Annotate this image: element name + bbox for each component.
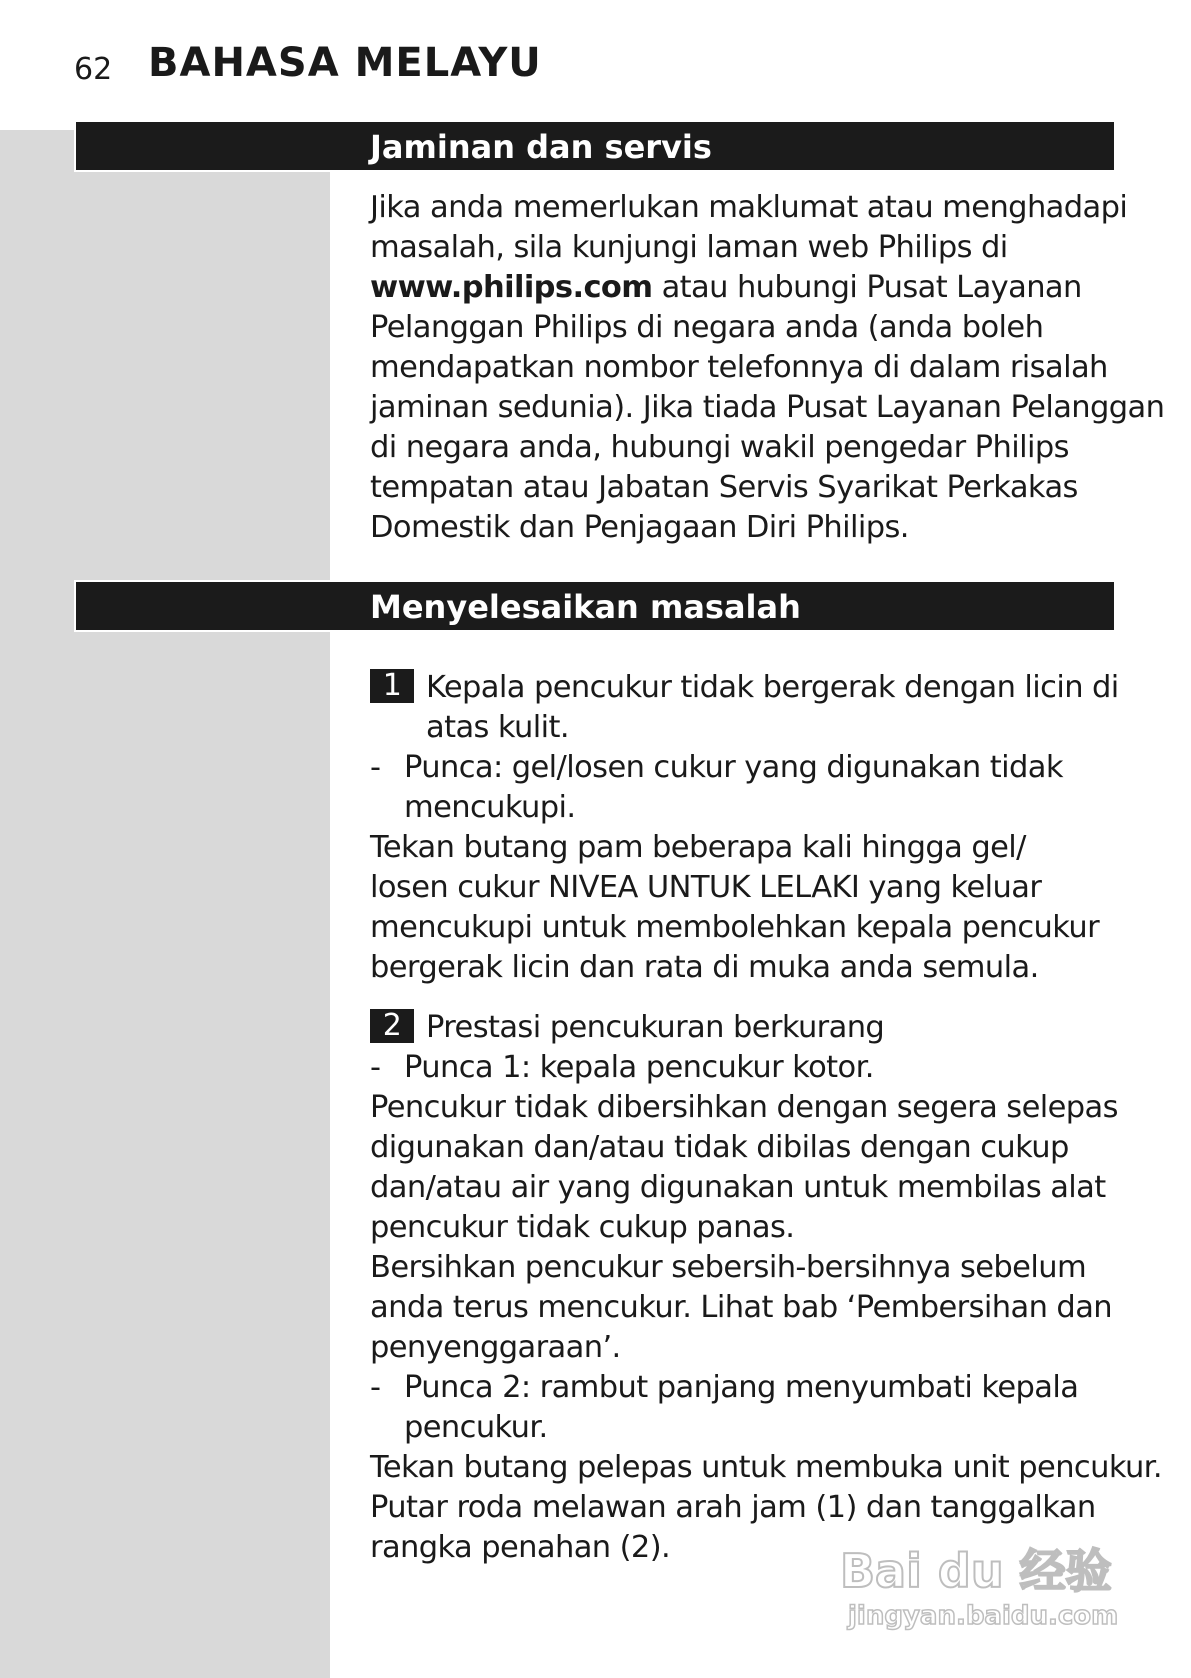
step-2-title-line [370, 1008, 1130, 1048]
warranty-line [370, 268, 1130, 308]
step-1-title: Kepala pencukur tidak bergerak dengan licin di [426, 670, 1119, 705]
step-number-badge: 1 [370, 669, 414, 703]
warranty-line: di negara anda, hubungi wakil pengedar Philips [370, 430, 1069, 465]
section-bar-warranty [74, 120, 1116, 172]
warranty-body [370, 188, 1165, 548]
philips-website-link[interactable]: www.philips.com [370, 270, 653, 305]
step-1-body-line: bergerak licin dan rata di muka anda semula. [370, 950, 1039, 985]
step-2-body-line: digunakan dan/atau tidak dibilas dengan cukup [370, 1130, 1069, 1165]
step-2-bullet-1-text: Punca 1: kepala pencukur kotor. [404, 1050, 874, 1085]
section-title-warranty: Jaminan dan servis [370, 128, 712, 166]
step-2-bullet-2-cont: pencukur. [404, 1410, 548, 1445]
step-number-badge: 2 [370, 1009, 414, 1043]
step-1-body-line: losen cukur NIVEA UNTUK LELAKI yang keluar [370, 870, 1042, 905]
step-1-body-line: Tekan butang pam beberapa kali hingga gel/ [370, 830, 1026, 865]
dash-marker: - [370, 1370, 381, 1405]
warranty-line: Domestik dan Penjagaan Diri Philips. [370, 510, 909, 545]
step-2-body-line: Bersihkan pencukur sebersih-bersihnya sebelum [370, 1250, 1087, 1285]
step-2-body-line: rangka penahan (2). [370, 1530, 671, 1565]
step-1 [370, 668, 1130, 988]
step-1-bullet-text: Punca: gel/losen cukur yang digunakan tidak [404, 750, 1063, 785]
warranty-line: tempatan atau Jabatan Servis Syarikat Perkakas [370, 470, 1078, 505]
step-1-body-line: mencukupi untuk membolehkan kepala pencukur [370, 910, 1100, 945]
step-2-body-line: anda terus mencukur. Lihat bab ‘Pembersihan dan [370, 1290, 1113, 1325]
step-2-body-line: penyenggaraan’. [370, 1330, 621, 1365]
step-2-body-line: Tekan butang pelepas untuk membuka unit pencukur. [370, 1450, 1162, 1485]
step-1-title-cont: atas kulit. [426, 710, 569, 745]
step-2-body-line: dan/atau air yang digunakan untuk membilas alat [370, 1170, 1106, 1205]
step-2-bullet-1 [370, 1048, 1130, 1088]
page-number: 62 [74, 52, 113, 87]
section-title-troubleshooting: Menyelesaikan masalah [370, 588, 801, 626]
page-section-title: BAHASA MELAYU [148, 40, 542, 86]
watermark-url: jingyan.baidu.com [848, 1601, 1119, 1631]
dash-marker: - [370, 750, 381, 785]
watermark-logo-text: Bai du 经验 [840, 1544, 1112, 1598]
step-2-body-line: Putar roda melawan arah jam (1) dan tanggalkan [370, 1490, 1096, 1525]
step-1-title-line [370, 668, 1130, 708]
step-2-body-line: pencukur tidak cukup panas. [370, 1210, 795, 1245]
warranty-line: Pelanggan Philips di negara anda (anda boleh [370, 310, 1044, 345]
warranty-line-rest: atau hubungi Pusat Layanan [661, 270, 1082, 305]
step-2-title: Prestasi pencukuran berkurang [426, 1010, 885, 1045]
step-1-bullet [370, 748, 1130, 788]
warranty-line: masalah, sila kunjungi laman web Philips di [370, 230, 1008, 265]
step-2-body-line: Pencukur tidak dibersihkan dengan segera selepas [370, 1090, 1118, 1125]
baidu-watermark [840, 1535, 1130, 1650]
section-bar-troubleshooting [74, 580, 1116, 632]
left-sidebar-band [0, 130, 330, 1678]
warranty-line: mendapatkan nombor telefonnya di dalam risalah [370, 350, 1108, 385]
step-2 [370, 1008, 1162, 1568]
warranty-line: Jika anda memerlukan maklumat atau menghadapi [370, 190, 1128, 225]
step-1-bullet-cont: mencukupi. [404, 790, 576, 825]
step-2-bullet-2 [370, 1368, 1130, 1408]
warranty-line: jaminan sedunia). Jika tiada Pusat Layanan Pelanggan [370, 390, 1165, 425]
step-2-bullet-2-text: Punca 2: rambut panjang menyumbati kepala [404, 1370, 1079, 1405]
dash-marker: - [370, 1050, 381, 1085]
